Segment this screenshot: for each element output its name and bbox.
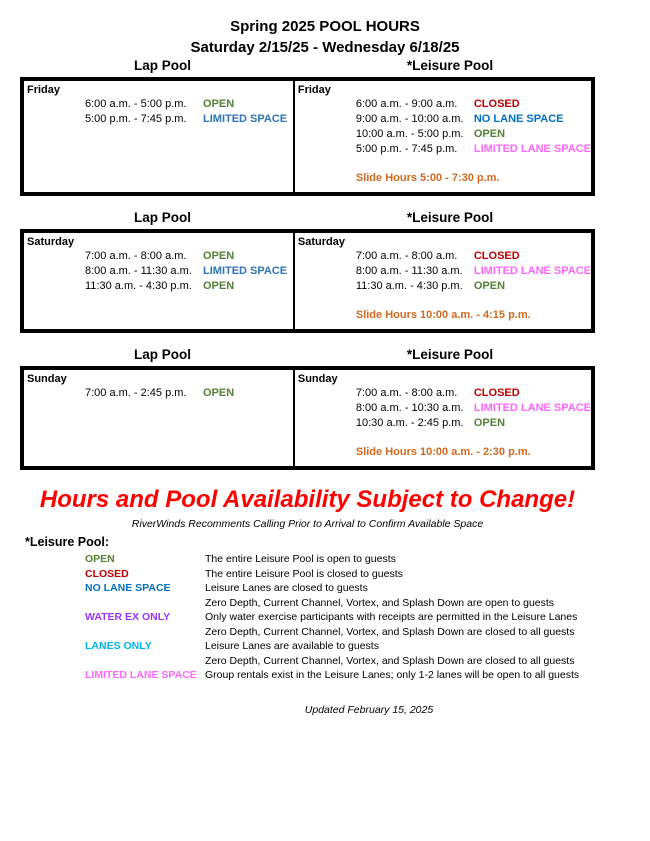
day-label: Friday	[27, 84, 61, 96]
legend-status-label	[85, 654, 205, 669]
time-range: 7:00 a.m. - 8:00 a.m.	[355, 250, 458, 262]
status-label: OPEN	[473, 417, 506, 429]
legend-description: Zero Depth, Current Channel, Vortex, and Splash Down are closed to all guests	[205, 625, 575, 638]
pool-schedule-table	[20, 229, 595, 333]
legend-status-label: WATER EX ONLY	[85, 611, 171, 623]
lap-pool-header: Lap Pool	[134, 210, 191, 225]
time-range: 8:00 a.m. - 10:30 a.m.	[355, 402, 464, 414]
schedule-row	[295, 127, 591, 142]
lap-pool-cell	[24, 370, 295, 466]
slide-hours: Slide Hours 5:00 - 7:30 p.m.	[355, 172, 500, 184]
leisure-pool-header: *Leisure Pool	[406, 347, 494, 362]
leisure-pool-cell	[295, 81, 591, 192]
day-label: Friday	[297, 84, 331, 96]
status-label: LIMITED LANE SPACE	[473, 265, 591, 277]
status-label: LIMITED SPACE	[203, 113, 288, 125]
leisure-pool-cell	[295, 233, 591, 329]
schedule-row	[295, 97, 591, 112]
schedule-row	[24, 264, 293, 279]
column-headers	[20, 58, 595, 74]
pool-schedule-section	[0, 58, 650, 196]
time-range: 6:00 a.m. - 5:00 p.m.	[85, 98, 187, 110]
legend-row	[0, 567, 650, 582]
day-label: Saturday	[27, 236, 75, 248]
status-label: OPEN	[203, 98, 235, 110]
legend-description: Group rentals exist in the Leisure Lanes; only 1-2 lanes will be open to all guests	[205, 669, 580, 681]
schedule-row	[295, 401, 591, 416]
legend-description: The entire Leisure Pool is closed to guests	[205, 567, 403, 580]
legend-row	[0, 596, 650, 611]
legend-row	[0, 654, 650, 669]
legend-description: Zero Depth, Current Channel, Vortex, and Splash Down are closed to all guests	[205, 654, 575, 667]
status-label: OPEN	[473, 128, 506, 140]
schedule-row	[295, 249, 591, 264]
legend-status-label: OPEN	[85, 553, 115, 565]
lap-pool-header: Lap Pool	[134, 347, 191, 362]
time-range: 10:30 a.m. - 2:45 p.m.	[355, 417, 464, 429]
legend-description: Leisure Lanes are available to guests	[205, 640, 379, 652]
column-headers	[20, 210, 595, 226]
legend-status-label: LIMITED LANE SPACE	[85, 669, 197, 681]
time-range: 5:00 p.m. - 7:45 p.m.	[85, 113, 187, 125]
leisure-pool-cell	[295, 370, 591, 466]
notice-subheading: RiverWinds Recomments Calling Prior to Arrival to Confirm Available Space	[131, 518, 484, 530]
status-label: OPEN	[203, 280, 235, 292]
status-label: OPEN	[473, 280, 506, 292]
title-season-line: Spring 2025 POOL HOURS	[230, 18, 420, 35]
schedule-sections	[0, 58, 650, 470]
status-label: CLOSED	[473, 387, 520, 399]
legend-row	[0, 552, 650, 567]
legend-description: Zero Depth, Current Channel, Vortex, and Splash Down are open to guests	[205, 596, 555, 609]
title-date-range-line: Saturday 2/15/25 - Wednesday 6/18/25	[190, 39, 460, 56]
status-label: CLOSED	[473, 98, 520, 110]
column-headers	[20, 347, 595, 363]
legend-status-label: LANES ONLY	[85, 640, 152, 652]
legend-row	[0, 625, 650, 640]
legend-description: The entire Leisure Pool is open to guests	[205, 553, 396, 565]
legend-status-label: NO LANE SPACE	[85, 582, 171, 594]
schedule-row	[295, 416, 591, 431]
status-label: OPEN	[203, 250, 235, 262]
slide-hours: Slide Hours 10:00 a.m. - 2:30 p.m.	[355, 446, 531, 458]
updated-date: Updated February 15, 2025	[304, 703, 434, 716]
schedule-row	[24, 279, 293, 294]
time-range: 8:00 a.m. - 11:30 a.m.	[355, 265, 463, 277]
status-label: LIMITED SPACE	[203, 265, 288, 277]
lap-pool-header: Lap Pool	[134, 58, 191, 73]
schedule-row	[24, 386, 293, 401]
schedule-row	[295, 386, 591, 401]
status-label: LIMITED LANE SPACE	[473, 143, 591, 155]
time-range: 6:00 a.m. - 9:00 a.m.	[355, 98, 458, 110]
pool-schedule-table	[20, 77, 595, 196]
notice-heading: Hours and Pool Availability Subject to Change!	[39, 486, 576, 513]
legend-row	[0, 668, 650, 683]
schedule-row	[295, 142, 591, 157]
legend-description: Only water exercise participants with receipts are permitted in the Leisure Lanes	[205, 611, 578, 623]
time-range: 8:00 a.m. - 11:30 a.m.	[85, 265, 192, 277]
schedule-row	[24, 97, 293, 112]
legend-status-label	[85, 625, 205, 640]
lap-pool-cell	[24, 81, 295, 192]
schedule-row	[24, 112, 293, 127]
status-label: LIMITED LANE SPACE	[473, 402, 591, 414]
time-range: 10:00 a.m. - 5:00 p.m.	[355, 128, 464, 140]
pool-schedule-section	[0, 347, 650, 470]
time-range: 7:00 a.m. - 8:00 a.m.	[85, 250, 187, 262]
schedule-row	[295, 279, 591, 294]
legend-row	[0, 639, 650, 654]
legend	[0, 552, 650, 683]
pool-schedule-section	[0, 210, 650, 333]
day-label: Saturday	[297, 236, 345, 248]
legend-description: Leisure Lanes are closed to guests	[205, 582, 368, 594]
day-label: Sunday	[27, 373, 67, 385]
pool-schedule-table	[20, 366, 595, 470]
status-label: OPEN	[203, 387, 235, 399]
schedule-row	[295, 112, 591, 127]
time-range: 11:30 a.m. - 4:30 p.m.	[355, 280, 463, 292]
time-range: 11:30 a.m. - 4:30 p.m.	[85, 280, 192, 292]
schedule-row	[24, 249, 293, 264]
doc-title	[0, 16, 650, 58]
legend-row	[0, 581, 650, 596]
time-range: 7:00 a.m. - 2:45 p.m.	[85, 387, 187, 399]
lap-pool-cell	[24, 233, 295, 329]
legend-status-label	[85, 596, 205, 611]
day-label: Sunday	[297, 373, 338, 385]
legend-title: *Leisure Pool:	[25, 535, 110, 549]
leisure-pool-header: *Leisure Pool	[406, 210, 494, 225]
status-label: CLOSED	[473, 250, 520, 262]
legend-status-label: CLOSED	[85, 567, 129, 580]
status-label: NO LANE SPACE	[473, 113, 564, 125]
time-range: 7:00 a.m. - 8:00 a.m.	[355, 387, 458, 399]
leisure-pool-header: *Leisure Pool	[406, 58, 494, 73]
time-range: 9:00 a.m. - 10:00 a.m.	[355, 113, 464, 125]
time-range: 5:00 p.m. - 7:45 p.m.	[355, 143, 458, 155]
legend-row	[0, 610, 650, 625]
schedule-row	[295, 264, 591, 279]
slide-hours: Slide Hours 10:00 a.m. - 4:15 p.m.	[355, 309, 531, 321]
